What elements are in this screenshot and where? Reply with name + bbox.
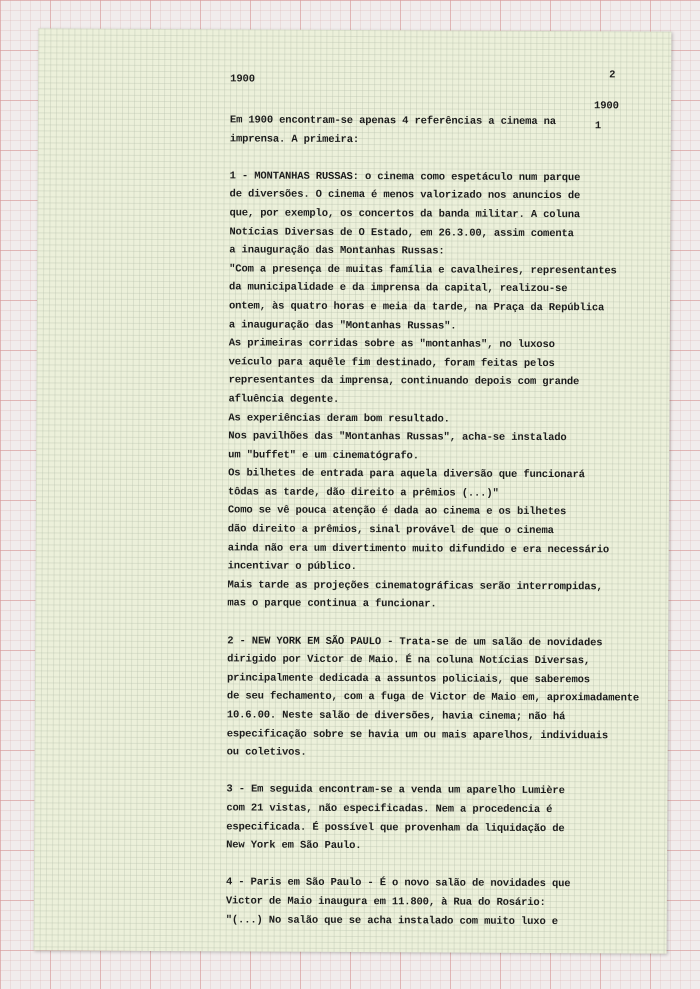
paragraph-gap [226, 855, 626, 876]
text-line: Os bilhetes de entrada para aquela diversão que funcionará [228, 467, 585, 482]
text-line: principalmente dedicada a assuntos policiais, que saberemos [226, 672, 590, 687]
text-line: 4 - Paris em São Paulo - É o novo salão de novidades que [225, 876, 571, 891]
text-line: Nos pavilhões das "Montanhas Russas", acha-se instalado [228, 430, 567, 445]
text-line: a inauguração das Montanhas Russas: [229, 244, 445, 258]
text-line: As experiências deram bom resultado. [228, 411, 450, 426]
text-line: especificada. É possível que provenham da liquidação de [226, 820, 565, 835]
paragraph [227, 167, 629, 615]
body-text [225, 111, 640, 931]
text-line: Em 1900 encontram-se apenas 4 referências a cinema na [229, 114, 556, 129]
text-line: a inauguração das "Montanhas Russas". [228, 318, 457, 333]
text-line: Victor de Maio inaugura em 11.800, à Rua do Rosário: [225, 895, 546, 909]
margin-year-note: 1900 [593, 100, 619, 113]
text-line: 2 - NEW YORK EM SÃO PAULO - Trata-se de um salão de novidades [227, 634, 603, 649]
text-line: de diversões. O cinema é menos valorizado nos anuncios de [229, 188, 581, 203]
paragraph [226, 781, 626, 857]
text-line: 10.6.00. Neste salão de diversões, havia cinema; não há [226, 709, 566, 724]
text-line: um "buffet" e um cinematógrafo. [228, 449, 419, 463]
text-line: 3 - Em seguida encontram-se a venda um aparelho Lumière [226, 783, 565, 798]
text-line: New York em São Paulo. [226, 839, 362, 853]
typewritten-page [34, 28, 672, 953]
text-line: mas o parque continua a funcionar. [227, 597, 437, 611]
text-line: "(...) No salão que se acha instalado com muito luxo e [225, 913, 558, 928]
text-line: ainda não era um divertimento muito difundido e era necessário [227, 542, 610, 557]
margin-sub-note: 1 [594, 120, 602, 133]
text-line: 1 - MONTANHAS RUSSAS: o cinema como espetáculo num parque [229, 170, 581, 184]
paragraph [226, 874, 626, 932]
text-line: incentivar o público. [227, 560, 357, 574]
text-line: dirigido por Victor de Maio. É na coluna Notícias Diversas, [227, 653, 591, 668]
text-line: ontem, às quatro horas e meia da tarde, na Praça da República [228, 300, 605, 315]
text-line: de seu fechamento, com a fuga de Victor de Maio em, aproximadamente [226, 690, 640, 705]
paragraph-gap [227, 613, 627, 634]
paragraph-gap [226, 762, 626, 783]
text-line: representantes da imprensa, continuando depois com grande [228, 374, 580, 389]
text-line: "Com a presença de muitas família e cavalheires, representantes [229, 263, 617, 278]
text-line: As primeiras corridas sobre as "montanhas", no luxoso [228, 337, 555, 352]
text-line: da municipalidade e da imprensa da capital, realizou-se [229, 281, 568, 296]
paragraph [226, 632, 640, 764]
text-line: ou coletivos. [226, 746, 307, 759]
page-heading-year: 1900 [230, 73, 255, 86]
text-line: afluência degente. [228, 393, 340, 406]
text-line: Notícias Diversas de O Estado, em 26.3.00, assim comenta [229, 225, 574, 240]
text-line: que, por exemplo, os concertos da banda militar. A coluna [229, 207, 581, 222]
text-line: imprensa. A primeira: [229, 132, 360, 146]
paragraph [230, 111, 630, 150]
text-line: Como se vê pouca atenção é dada ao cinema e os bilhetes [227, 504, 567, 519]
text-line: com 21 vistas, não especificadas. Nem a procedencia é [226, 802, 553, 817]
paragraph-gap [230, 149, 630, 170]
text-line: especificação sobre se havia um ou mais aparelhos, individuais [226, 727, 609, 742]
text-line: dão direito a prêmios, sinal provável de que o cinema [227, 523, 554, 538]
text-line: Mais tarde as projeções cinematográficas serão interrompidas, [227, 579, 603, 594]
page-number: 2 [609, 69, 616, 82]
text-line: tôdas as tarde, dão direito a prêmios (...)" [227, 486, 499, 500]
text-line: veículo para aquêle fim destinado, foram feitas pelos [228, 356, 555, 370]
